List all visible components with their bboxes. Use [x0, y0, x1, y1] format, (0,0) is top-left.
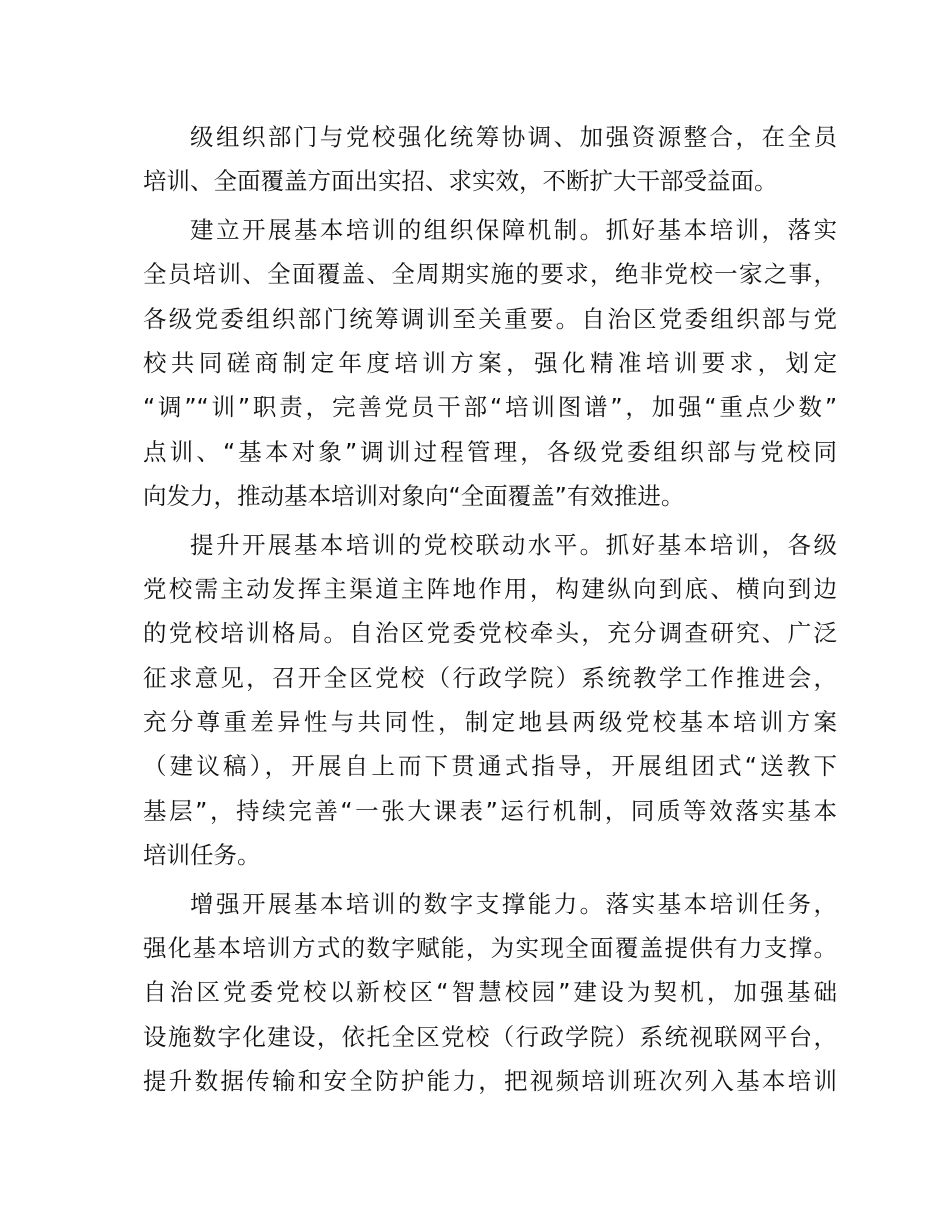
- paragraph-1: [143, 115, 837, 204]
- text-line: （建议稿），开展自上而下贯通式指导，开展组团式“送教下: [143, 752, 837, 781]
- text-line: 向发力，推动基本培训对象向“全面覆盖”有效推进。: [143, 482, 685, 511]
- text-line: 点训、“基本对象”调训过程管理，各级党委组织部与党校同: [143, 437, 837, 466]
- text-line: 提升开展基本培训的党校联动水平。抓好基本培训，各级: [190, 530, 837, 559]
- paragraph-3: [143, 523, 837, 878]
- text-line: 培训任务。: [143, 841, 261, 870]
- text-line: 培训、全面覆盖方面出实招、求实效，不断扩大干部受益面。: [143, 167, 778, 196]
- text-line: 各级党委组织部门统筹调训至关重要。自治区党委组织部与党: [143, 304, 837, 333]
- text-line: 全员培训、全面覆盖、全周期实施的要求，绝非党校一家之事，: [143, 260, 837, 289]
- text-line: 增强开展基本培训的数字支撑能力。落实基本培训任务，: [190, 889, 837, 918]
- text-line: 基层”，持续完善“一张大课表”运行机制，同质等效落实基本: [143, 796, 837, 825]
- paragraph-4: [143, 882, 837, 1104]
- text-line: 设施数字化建设，依托全区党校（行政学院）系统视联网平台，: [143, 1022, 837, 1051]
- text-line: 校共同磋商制定年度培训方案，强化精准培训要求，划定: [143, 348, 837, 377]
- text-line: 自治区党委党校以新校区“智慧校园”建设为契机，加强基础: [143, 978, 837, 1007]
- paragraph-2: [143, 208, 837, 519]
- text-line: “调”“训”职责，完善党员干部“培训图谱”，加强“重点少数”: [143, 393, 837, 422]
- text-line: 党校需主动发挥主渠道主阵地作用，构建纵向到底、横向到边: [143, 574, 837, 603]
- text-line: 建立开展基本培训的组织保障机制。抓好基本培训，落实: [190, 215, 837, 244]
- text-line: 强化基本培训方式的数字赋能，为实现全面覆盖提供有力支撑。: [143, 934, 837, 963]
- text-line: 征求意见，召开全区党校（行政学院）系统教学工作推进会，: [143, 663, 837, 692]
- text-line: 的党校培训格局。自治区党委党校牵头，充分调查研究、广泛: [143, 619, 837, 648]
- text-line: 提升数据传输和安全防护能力，把视频培训班次列入基本培训: [143, 1067, 837, 1096]
- document-body: [143, 115, 837, 1108]
- text-line: 级组织部门与党校强化统筹协调、加强资源整合，在全员: [190, 123, 837, 151]
- text-line: 充分尊重差异性与共同性，制定地县两级党校基本培训方案: [143, 708, 837, 737]
